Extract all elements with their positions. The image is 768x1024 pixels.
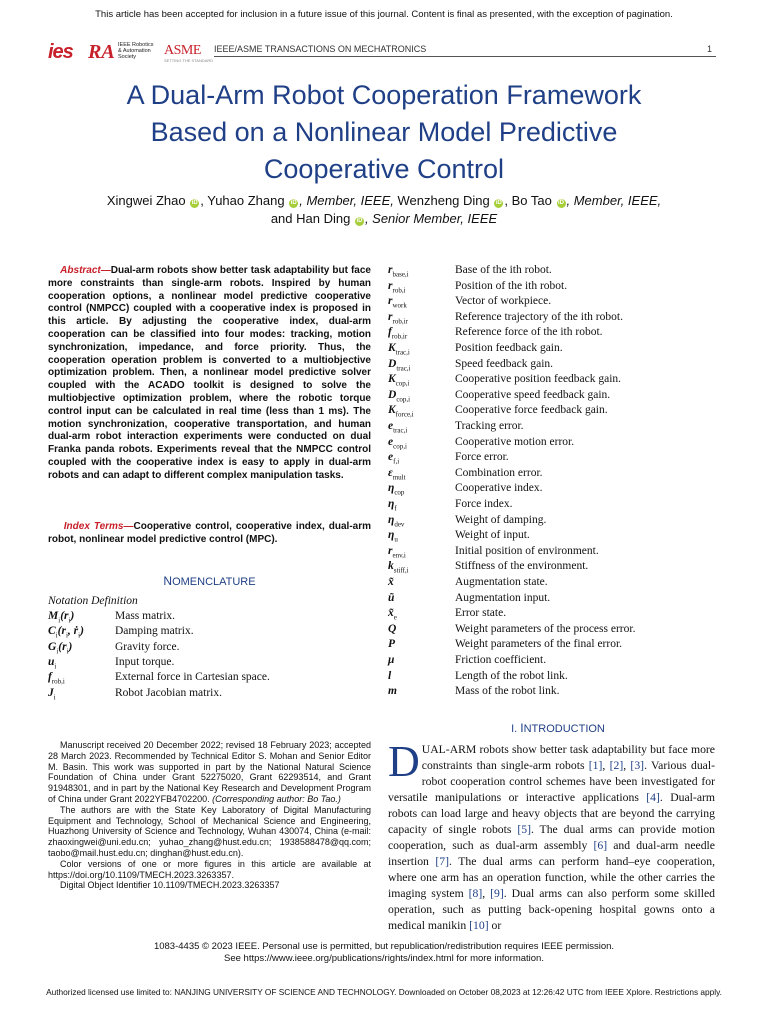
- nomenclature-symbol: $k_{stiff,i}$: [388, 560, 409, 575]
- citation-link[interactable]: [1]: [588, 759, 603, 772]
- nomenclature-entry: [388, 654, 728, 669]
- nomenclature-symbol: ũ: [388, 591, 395, 604]
- nomenclature-entry: [48, 625, 378, 640]
- citation-link[interactable]: [7]: [435, 855, 450, 868]
- nomenclature-symbol: $r_{env,i}$: [388, 544, 406, 560]
- nomenclature-symbol: $r_{rob,i}$: [388, 279, 406, 294]
- nomenclature-definition: Reference trajectory of the ith robot.: [455, 310, 623, 323]
- title-line: Cooperative Control: [263, 154, 505, 184]
- nomenclature-symbol: $D_{cop,i}$: [388, 388, 411, 404]
- nomenclature-entry: [388, 467, 728, 482]
- nomenclature-entry: [388, 638, 728, 653]
- nomenclature-entry: [388, 514, 728, 529]
- nomenclature-entry: [388, 342, 728, 357]
- index-terms-label: Index Terms—: [63, 521, 134, 532]
- journal-header: [48, 41, 716, 65]
- citation-link[interactable]: [3]: [630, 759, 645, 772]
- nomenclature-definition: Cooperative position feedback gain.: [455, 373, 622, 386]
- nomenclature-definition: Reference force of the ith robot.: [455, 326, 603, 339]
- citation-link[interactable]: [8]: [468, 887, 483, 900]
- nomenclature-definition: Force index.: [455, 498, 513, 510]
- nomenclature-definition: Friction coefficient.: [455, 654, 547, 666]
- nomenclature-entry: [388, 529, 728, 544]
- nomenclature-symbol: $\varepsilon_{mult}$: [388, 466, 406, 482]
- author-name: Yuhao Zhang: [207, 193, 285, 208]
- nomenclature-entry: [388, 685, 728, 700]
- nomenclature-definition: Mass of the robot link.: [455, 685, 560, 698]
- nomenclature-symbol: $f_{rob,ir}$: [388, 326, 408, 341]
- nomenclature-definition: External force in Cartesian space.: [115, 671, 270, 684]
- nomenclature-definition: Weight parameters of the final error.: [455, 638, 623, 651]
- footnote: Manuscript received 20 December 2022; revised 18 February 2023; accepted 28 March 2023. Recommended by Technical Editor S. Mohan and Senior Editor M. Basin. This work was supported in part by the National Natural Science Foundation of China under Grant 52275020, Grant 62293514, and Grant 91948301, and in part by the National Key Research and Development Program of China under Grant 2022YFB4702200. (Corresponding author: Bo Tao.) The authors are with the State Key Laboratory of Digital Manufacturing Equipment and Technology, School of Mechanical Science and Engineering, Huazhong University of Science and Technology, Wuhan 430074, China (e-mail: zhaoxingwei@uni.edu.cn; yuhao_zhang@hust.edu.cn; 1938588478@qq.com; taobo@mail.hust.edu.cn; dinghan@hust.edu.cn). Color versions of one or more figures in this article are available at https://doi.org/10.1109/TMECH.2023.3263357. Digital Object Identifier 10.1109/TMECH.2023.3263357: [48, 740, 371, 891]
- license-note: Authorized licensed use limited to: NANJING UNIVERSITY OF SCIENCE AND TECHNOLOGY. Downloaded on October 08,2023 at 12:26:42 UTC from IEEE Xplore. Restrictions apply.: [46, 987, 722, 997]
- nomenclature-definition: Force error.: [455, 451, 509, 464]
- author-name: Wenzheng Ding: [397, 193, 490, 208]
- orcid-icon[interactable]: iD: [495, 200, 502, 206]
- ies-logo: ies: [48, 41, 73, 63]
- nomenclature-definition: Weight of damping.: [455, 513, 547, 526]
- author-name: and Han Ding: [270, 211, 351, 226]
- ras-logo-text: IEEE Robotics & Automation Society: [118, 42, 154, 60]
- nomenclature-symbol: $C_i(r_i$, ṙ$_i$): [48, 625, 84, 640]
- nomenclature-entry: [388, 607, 728, 622]
- nomenclature-definition: Augmentation input.: [455, 591, 551, 604]
- nomenclature-definition: Input torque.: [115, 655, 175, 668]
- nomenclature-definition: Cooperative force feedback gain.: [455, 404, 608, 417]
- nomenclature-entry: [388, 389, 728, 404]
- affiliation-footnote: The authors are with the State Key Laboratory of Digital Manufacturing Equipment and Technology, School of Mechanical Science and Engineering, Huazhong University of Science and Technology, Wuhan 430074, China (e-mail: zhaoxingwei@uni.edu.cn; yuhao_zhang@hust.edu.cn; 1938588478@qq.com; taobo@mail.hust.edu.cn; dinghan@hust.edu.cn).: [48, 804, 371, 858]
- nomenclature-entry: [48, 687, 378, 702]
- nomenclature-entry: [388, 482, 728, 497]
- acceptance-note: This article has been accepted for inclusion in a future issue of this journal. Content is final as presented, with the exception of pagination.: [95, 9, 673, 20]
- author-name: Bo Tao: [511, 193, 552, 208]
- nomenclature-definition: Mass matrix.: [115, 610, 176, 622]
- nomenclature-symbol: $u_i$: [48, 655, 57, 671]
- nomenclature-symbol: $K_{cop,i}$: [388, 373, 410, 388]
- nomenclature-symbol: $J_i$: [48, 686, 56, 701]
- nomenclature-entry: [48, 656, 378, 671]
- header-rule: [214, 56, 716, 57]
- nomenclature-definition: Position of the ith robot.: [455, 279, 568, 292]
- title-line: A Dual-Arm Robot Cooperation Framework: [126, 80, 642, 110]
- citation-link[interactable]: [6]: [593, 839, 608, 852]
- nomenclature-symbol: $e_{trac,i}$: [388, 420, 408, 435]
- copyright-notice: 1083-4435 © 2023 IEEE. Personal use is permitted, but republication/redistribution requires IEEE permission. See https://www.ieee.org/publications/rights/index.html for more information.: [153, 941, 615, 964]
- nomenclature-entry: [388, 311, 728, 326]
- nomenclature-entry: [388, 560, 728, 575]
- ras-logo: RA: [88, 41, 115, 63]
- nomenclature-definition: Augmentation state.: [455, 576, 548, 588]
- index-terms-text: Cooperative control, cooperative index, dual-arm robot, nonlinear model predictive control (MPC).: [48, 521, 371, 545]
- author-list: Xingwei Zhao iD , Yuhao Zhang iD , Member, IEEE, Wenzheng Ding iD , Bo Tao iD , Member, IEEE, and Han Ding iD , Senior Member, IEEE: [106, 193, 662, 226]
- citation-link[interactable]: [10]: [469, 919, 489, 932]
- nomenclature-entry: [388, 264, 728, 279]
- color-footnote: Color versions of one or more figures in this article are available at https://doi.org/10.1109/TMECH.2023.3263357.: [48, 858, 371, 880]
- nomenclature-entry: [48, 610, 378, 625]
- nomenclature-symbol: P: [388, 638, 396, 651]
- nomenclature-entry: [388, 295, 728, 310]
- journal-name: IEEE/ASME TRANSACTIONS ON MECHATRONICS: [214, 44, 427, 54]
- drop-cap: D: [388, 737, 420, 786]
- nomenclature-symbol: $K_{force,i}$: [388, 404, 414, 419]
- nomenclature-definition: Tracking error.: [455, 420, 524, 432]
- orcid-icon[interactable]: iD: [191, 200, 198, 206]
- nomenclature-symbol: $\eta_f$: [388, 498, 397, 513]
- page-number: 1: [706, 44, 712, 54]
- nomenclature-symbol: $\eta_{dev}$: [388, 513, 405, 528]
- nomenclature-entry: [388, 623, 728, 638]
- nomenclature-definition: Cooperative index.: [455, 482, 543, 495]
- nomenclature-entry: [388, 326, 728, 341]
- orcid-icon[interactable]: iD: [290, 200, 297, 206]
- nomenclature-heading: NOMENCLATURE: [163, 574, 256, 588]
- nomenclature-symbol: $r_{work}$: [388, 295, 407, 310]
- nomenclature-entry: [388, 280, 728, 295]
- nomenclature-definition: Vector of workpiece.: [455, 295, 552, 308]
- nomenclature-definition: Gravity force.: [115, 640, 180, 653]
- nomenclature-definition: Speed feedback gain.: [455, 357, 554, 370]
- nomenclature-entry: [48, 641, 378, 656]
- nomenclature-symbol: $M_i(r_i)$: [48, 610, 75, 625]
- notation-definition-heading: Notation Definition: [48, 595, 138, 607]
- nomenclature-entry: [388, 545, 728, 560]
- asme-logo: ASME: [164, 43, 201, 58]
- abstract-text: Dual-arm robots show better task adaptability but face more constraints than single-arm robots. Inspired by human cooperation options, a nonlinear model predictive cooperative control (NMPCC) coupled with a cooperative index is proposed in this article. By adjusting the cooperative index, dual-arm cooperation can be classified into four modes: tracking, motion synchronization, impedance, and force priority. Thus, the cooperation operation problem is converted to a multiobjective optimization problem. Then, a nonlinear model predictive solver coupled with the ACADO toolkit is designed to solve the multiobjective optimization problem, where the robotic torque control input can be calculated in real time (less than 1 ms). The motion synchronization, cooperative transportation, and human dual-arm robot interaction experiments were conducted on dual Franka panda robots. Experiments reveal that the NMPCC control coupled with the cooperative index is easy to apply in dual-arm robots and can adapt to different complex manipulation tasks.: [48, 265, 371, 481]
- nomenclature-symbol: $G_i(r_i)$: [48, 640, 73, 655]
- orcid-icon[interactable]: iD: [356, 218, 363, 224]
- orcid-icon[interactable]: iD: [558, 200, 564, 206]
- nomenclature-entry: [388, 576, 728, 591]
- nomenclature-entry: [388, 358, 728, 373]
- nomenclature-entry: [388, 436, 728, 451]
- author-name: Xingwei Zhao: [106, 193, 186, 208]
- nomenclature-symbol: $r_{base,i}$: [388, 264, 409, 279]
- title-line: Based on a Nonlinear Model Predictive: [150, 117, 618, 147]
- author-affiliation: , Senior Member, IEEE: [364, 211, 498, 226]
- nomenclature-entry: [48, 671, 378, 686]
- nomenclature-symbol: $K_{trac,i}$: [388, 342, 410, 357]
- doi-footnote: Digital Object Identifier 10.1109/TMECH.2023.3263357: [60, 880, 280, 891]
- nomenclature-symbol: x̃: [388, 576, 394, 588]
- citation-link[interactable]: [2]: [609, 759, 624, 772]
- introduction-heading: I. INTRODUCTION: [511, 721, 605, 735]
- nomenclature-entry: [388, 592, 728, 607]
- index-terms: [48, 521, 371, 547]
- nomenclature-symbol: $\eta_{cop}$: [388, 482, 405, 497]
- nomenclature-symbol: $e_{f,i}$: [388, 451, 400, 466]
- nomenclature-definition: Initial position of environment.: [455, 544, 599, 557]
- nomenclature-symbol: $x̃_e$: [388, 607, 397, 622]
- nomenclature-definition: Weight of input.: [455, 529, 530, 542]
- nomenclature-symbol: μ: [388, 654, 395, 666]
- nomenclature-definition: Damping matrix.: [115, 625, 194, 638]
- introduction-text: DUAL-ARM robots show better task adaptability but face more constraints than single-arm robots [1], [2], [3]. Various dual-robot cooperation control schemes have been investigated for versatile manipulations or interactive applications [4]. Dual-arm robots can load large and heavy objects that are beyond the carrying capacity of single robots [5]. The dual arms can provide motion cooperation, such as dual-arm assembly [6] and dual-arm needle insertion [7]. The dual arms can perform hand–eye cooperation, where one arm has an operation function, while the other carries the imaging system [8], [9]. Dual arms can also perform some skilled operation, such as putting back-opening hospital gowns onto a medical manikin [10] or: [388, 737, 716, 932]
- paper-title: [60, 77, 708, 188]
- nomenclature-definition: Stiffness of the environment.: [455, 560, 589, 573]
- abstract-label: Abstract—: [60, 265, 111, 276]
- nomenclature-symbol: $D_{trac,i}$: [388, 357, 411, 372]
- nomenclature-symbol: $r_{rob,ir}$: [388, 310, 408, 326]
- nomenclature-definition: Error state.: [455, 607, 507, 620]
- abstract: [48, 265, 371, 483]
- nomenclature-entry: [388, 498, 728, 513]
- author-affiliation: , Member, IEEE,: [566, 193, 662, 208]
- nomenclature-entry: [388, 451, 728, 466]
- nomenclature-entry: [388, 420, 728, 435]
- nomenclature-definition: Robot Jacobian matrix.: [115, 686, 222, 699]
- nomenclature-entry: [388, 373, 728, 388]
- nomenclature-symbol: Q: [388, 622, 397, 635]
- nomenclature-definition: Base of the ith robot.: [455, 264, 552, 276]
- nomenclature-entry: [388, 670, 728, 685]
- citation-link[interactable]: [4]: [646, 791, 660, 804]
- citation-link[interactable]: [9]: [490, 887, 504, 900]
- nomenclature-definition: Combination error.: [455, 466, 543, 479]
- nomenclature-symbol: $\eta_u$: [388, 529, 398, 544]
- nomenclature-symbol: l: [388, 669, 392, 682]
- nomenclature-definition: Weight parameters of the process error.: [455, 622, 636, 635]
- nomenclature-definition: Position feedback gain.: [455, 342, 563, 354]
- nomenclature-definition: Cooperative motion error.: [455, 435, 575, 448]
- nomenclature-symbol: m: [388, 685, 397, 698]
- nomenclature-definition: Cooperative speed feedback gain.: [455, 388, 611, 401]
- asme-logo-subtitle: SETTING THE STANDARD: [164, 58, 214, 63]
- author-affiliation: , Member, IEEE,: [299, 193, 394, 208]
- nomenclature-definition: Length of the robot link.: [455, 669, 568, 682]
- nomenclature-entry: [388, 404, 728, 419]
- citation-link[interactable]: [5]: [517, 823, 531, 836]
- nomenclature-symbol: $f_{rob,i}$: [48, 671, 65, 686]
- nomenclature-symbol: $e_{cop,i}$: [388, 435, 407, 450]
